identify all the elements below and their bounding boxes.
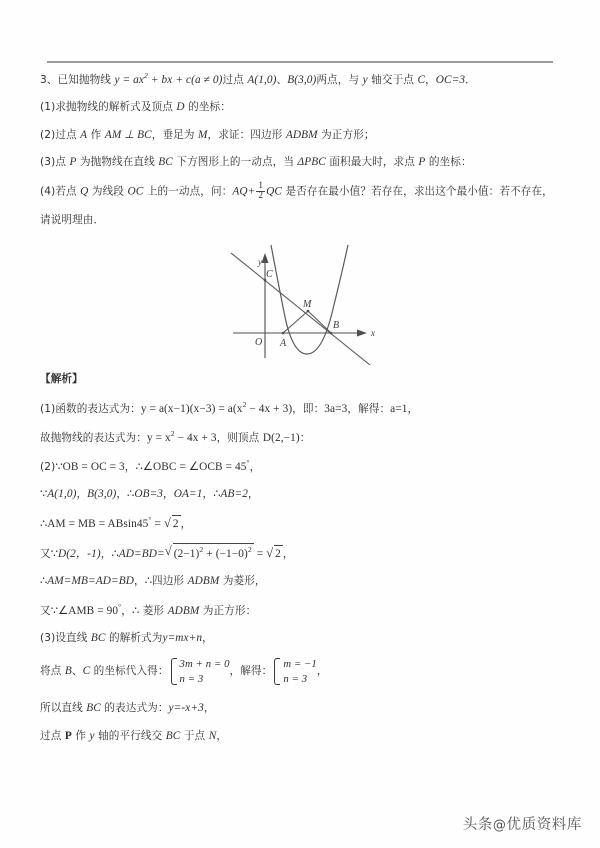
radical-distance [165,543,254,563]
therefore-symbol-7: ∴ [144,575,153,588]
therefore-symbol-8: ∴ [131,604,140,617]
solution-line-12-expr2: y [89,729,95,742]
solution-line-2-lead: 故抛物线的表达式为： [40,431,147,444]
solution-line-1 [40,399,560,418]
figure-label-m: M [303,299,312,310]
point-m-label: M [198,128,208,141]
line-bc-equation: y=-x+3 [168,702,204,715]
solution-line-12-lead: 过点 [40,729,65,742]
geometry-figure [215,237,400,365]
solution-line-1-end: ， [407,402,419,415]
sub-question-4-text4: 是否存在最小值？若存在，求出这个最小值：若不存在， [282,185,553,198]
solution-line-3-expr2: ∠OBC = ∠OCB = 45 [142,460,247,473]
solution-line-4 [40,486,560,503]
solution-line-11-end: ， [203,702,215,715]
because-symbol-2: ∵ [40,488,48,501]
sub-question-2-text2: 作 [87,128,105,141]
solution-line-10-lead: 将点 [40,665,65,678]
x-axis-arrow [357,330,367,337]
sub-question-3-var4: P [418,156,426,169]
solution-line-3-label: (2) [40,460,56,473]
solution-line-12-end: ， [216,729,228,742]
fraction-denominator: 2 [258,190,264,201]
solution-line-5 [40,514,560,533]
radical-term-a-exponent: 2 [199,545,204,555]
therefore-symbol-5: ∴ [111,547,119,560]
problem-stem-mid: 两点，与 [316,73,363,86]
solution-line-10-expr2: C [82,665,91,678]
sub-question-2-var: A [80,128,88,141]
solution-line-9 [40,630,560,647]
because-symbol-4: ∵ [50,604,58,617]
figure-label-o: O [255,337,263,348]
solution-line-8 [40,601,560,620]
point-a-label: A(1,0) [247,73,277,86]
watermark [463,813,582,834]
expression-aq-lead: AQ+ [232,185,256,198]
perpendicular-relation: AM ⊥ BC [104,128,152,141]
sub-question-4-continuation [40,212,560,229]
solution-line-2-end: ： [299,431,311,444]
sub-question-3-text5: 的坐标： [425,156,472,169]
sub-question-1-text2: 的坐标： [184,101,231,114]
point-m-dot [307,310,310,313]
sub-question-4-continuation-text: 请说明理由． [40,213,105,226]
solution-line-1-expr3: 3a=3 [324,402,348,415]
solution-line-11-expr1: BC [86,702,101,715]
sub-question-3-text: 点 [55,156,70,169]
therefore-symbol-1: ∴ [135,460,143,473]
figure-label-x-axis: x [371,328,375,338]
oa-value: OA=1 [173,488,203,501]
therefore-symbol-4: ∴ [40,517,48,530]
system-1-row-2: n = 3 [179,672,204,685]
solution-line-6 [40,543,560,563]
watermark-name: 优质资料库 [506,817,582,833]
figure-label-b: B [333,320,340,331]
solution-line-10-sep: 、 [71,665,83,678]
sub-question-2 [40,127,560,144]
sub-question-4-text2: 为线段 [88,185,128,198]
solution-line-3 [40,457,560,476]
point-d-coords: D(2，-1) [58,547,101,560]
system-2-row-1: m = −1 [283,658,317,671]
solution-line-4-sep3: ， [163,488,174,501]
segment-oc-label: OC [127,185,144,198]
fraction-one-half [256,182,265,202]
solution-line-8-expr2: ADBM [167,604,200,617]
stem-separator-2: ， [425,73,436,86]
solution-line-6-expr3: = [253,547,267,560]
solution-line-10-expr1: B [64,665,72,678]
segment-mb [308,311,331,333]
solution-line-7-expr2: ADBM [187,575,220,588]
solution-line-9-expr1: BC [90,631,106,644]
system-2-row-2: n = 3 [283,672,308,685]
sub-question-3-text4: 面积最大时，求点 [325,156,419,169]
vertex-d-value: D(2,−1) [262,431,300,444]
solution-line-1-lead: 函数的表达式为： [55,402,141,415]
solution-line-3-end: ， [249,460,261,473]
solution-line-11-mid: 的表达式为： [100,702,169,715]
solution-line-7-expr1: AM=MB=AD=BD [47,575,135,588]
y-variable: y [362,73,368,86]
radical-term-a: (2−1) [173,547,200,560]
solution-line-12-mid: 作 [71,729,90,742]
solution-line-2-mid: ，则顶点 [216,431,263,444]
sub-question-3-label: (3) [40,156,56,169]
triangle-pbc-label: ΔPBC [297,156,326,169]
solution-line-6-end: ， [282,547,294,560]
stem-period: ． [465,73,476,86]
solution-line-8-sep: ， [121,604,132,617]
solution-line-12-expr1: P [64,729,72,742]
oc-value: OC=3 [435,73,466,86]
solution-line-12-mid3: 于点 [180,729,209,742]
solution-line-2 [40,428,560,447]
radical-term-b: (−1−0) [215,547,248,560]
solution-line-10-mid2: ，解得： [229,665,273,678]
solution-line-7 [40,573,560,590]
degree-symbol-2: ° [148,514,152,524]
solution-line-9-mid: 的解析式为 [105,631,163,644]
sub-question-3-text2: 为抛物线在直线 [76,156,159,169]
sub-question-3 [40,154,560,171]
solution-line-4-sep4: ， [202,488,214,501]
problem-stem-after: 过点 [222,73,248,86]
line-bc-label: BC [158,156,173,169]
sub-question-2-label: (2) [40,128,56,141]
problem-stem [40,70,560,89]
expression-qc-tail: QC [266,185,283,198]
watermark-prefix: 头条 [462,817,493,833]
solution-line-10 [40,657,560,686]
figure-svg [215,237,400,365]
sub-question-4-text: 若点 [55,185,81,198]
point-q-label: Q [80,185,89,198]
problem-stem-equation: y = ax [114,73,145,86]
line-equation-general: y=mx+n [162,631,203,644]
sub-question-1-label: (1) [40,101,56,114]
header-divider [47,61,553,63]
solution-line-7-sep: ， [134,575,145,588]
solution-line-5-expr2: = [151,517,164,530]
watermark-at-symbol: @ [492,818,507,833]
solution-line-1-label: (1) [40,402,56,415]
solution-line-1-mid2: ，解得： [347,402,391,415]
line-bc [231,253,370,365]
solution-line-5-expr1: AM = MB = ABsin45 [47,517,149,530]
solution-line-3-expr1: OB = OC = 3 [62,460,125,473]
radical-content-a: 2 [172,515,181,533]
sub-question-4 [40,182,560,202]
solution-header [40,371,560,388]
radical-sqrt2-b [266,545,283,563]
solution-line-8-text: 菱形 [139,604,168,617]
point-b-dot [330,332,333,335]
solution-line-8-lead: 又 [40,604,51,617]
solution-line-1-expr1: y = a(x−1)(x−3) = a(x [140,402,243,415]
radical-distance-content [173,543,254,563]
solution-line-4-sep: ， [76,488,88,501]
equation-system-solution [272,657,317,686]
point-n-label: N [208,729,217,742]
problem-stem-exponent: 2 [144,71,148,80]
problem-stem-equation-tail: + bx + c(a ≠ 0) [147,73,223,86]
stem-separator-1: 、 [276,73,288,86]
ab-value: AB=2 [220,488,248,501]
sub-question-4-label: (4) [40,185,56,198]
figure-label-y-axis: y [258,257,262,267]
solution-line-7-text2: 为菱形， [219,575,266,588]
solution-line-12-mid2: 轴的平行线交 [94,729,166,742]
sub-question-4-text3: 上的一动点，问： [143,185,233,198]
solution-line-10-end: ， [316,665,328,678]
sub-question-2-text5: 为正方形； [317,128,375,141]
sub-question-2-text3: ，垂足为 [151,128,199,141]
solution-line-7-text: 四边形 [152,575,188,588]
solution-line-9-lead: 设直线 [55,631,91,644]
sub-question-1-text: 求抛物线的解析式及顶点 [55,101,177,114]
sub-question-1-var: D [176,101,185,114]
solution-line-12 [40,728,560,745]
degree-symbol-1: ° [246,458,250,468]
y-axis-arrow [262,253,269,263]
radical-content-b: 2 [274,545,283,563]
solution-line-2-expr1: y = x [146,431,171,444]
solution-line-12-expr3: BC [165,729,181,742]
solution-line-9-end: ， [202,631,213,644]
ob-value: OB=3 [134,488,164,501]
document-body [40,70,560,755]
quad-adbm-label: ADBM [285,128,318,141]
radical-plus: + [203,547,216,560]
solution-line-2-expr2: − 4x + 3 [174,431,217,444]
problem-stem-tail: 轴交于点 [367,73,418,86]
figure-label-a: A [280,338,287,349]
solution-line-11-lead: 所以直线 [40,702,87,715]
solution-line-6-sep: ， [100,547,112,560]
point-b-label: B(3,0) [287,73,317,86]
solution-header-text: 【解析】 [40,373,83,386]
sub-question-2-text4: ，求证：四边形 [207,128,286,141]
solution-line-4-sep2: ， [116,488,128,501]
therefore-symbol-3: ∴ [213,488,221,501]
fraction-numerator: 1 [258,180,264,191]
radical-sqrt2-a [164,515,181,533]
radical-term-b-exponent: 2 [247,545,252,555]
solution-line-3-mid: ， [124,460,136,473]
solution-line-1-expr4: a=1 [390,402,408,415]
solution-line-1-expr2: − 4x + 3) [246,402,293,415]
solution-line-1-sup: 2 [242,399,247,409]
solution-line-9-label: (3) [40,631,56,644]
sub-question-2-text: 过点 [55,128,81,141]
solution-line-6-expr2: AD=BD= [118,547,165,560]
degree-symbol-3: ° [118,601,122,611]
solution-line-6-lead: 又 [40,547,51,560]
sub-question-3-text3: 下方图形上的一动点，当 [172,156,298,169]
angle-amb-value: ∠AMB = 90 [58,604,119,617]
solution-line-11 [40,700,560,717]
solution-line-5-end: ， [180,517,192,530]
solution-line-8-text2: 为正方形： [199,604,257,617]
point-c-label: C [417,73,426,86]
solution-line-1-mid: ，即： [292,402,325,415]
problem-stem-lead: 3、已知抛物线 [40,73,115,86]
solution-line-4-end: ， [247,488,259,501]
because-symbol-3: ∵ [50,547,58,560]
equation-system-input [169,657,230,686]
therefore-symbol-2: ∴ [127,488,135,501]
point-a-dot [282,332,285,335]
solution-line-4-expr2: B(3,0) [87,488,117,501]
figure-label-c: C [266,269,273,280]
solution-line-10-mid: 的坐标代入得： [90,665,169,678]
system-1-row-1: 3m + n = 0 [179,658,230,671]
solution-line-4-expr1: A(1,0) [47,488,77,501]
solution-line-2-sup: 2 [170,428,175,438]
therefore-symbol-6: ∴ [40,575,48,588]
point-p-label: P [69,156,77,169]
because-symbol-1: ∵ [55,460,63,473]
sub-question-1 [40,99,560,116]
